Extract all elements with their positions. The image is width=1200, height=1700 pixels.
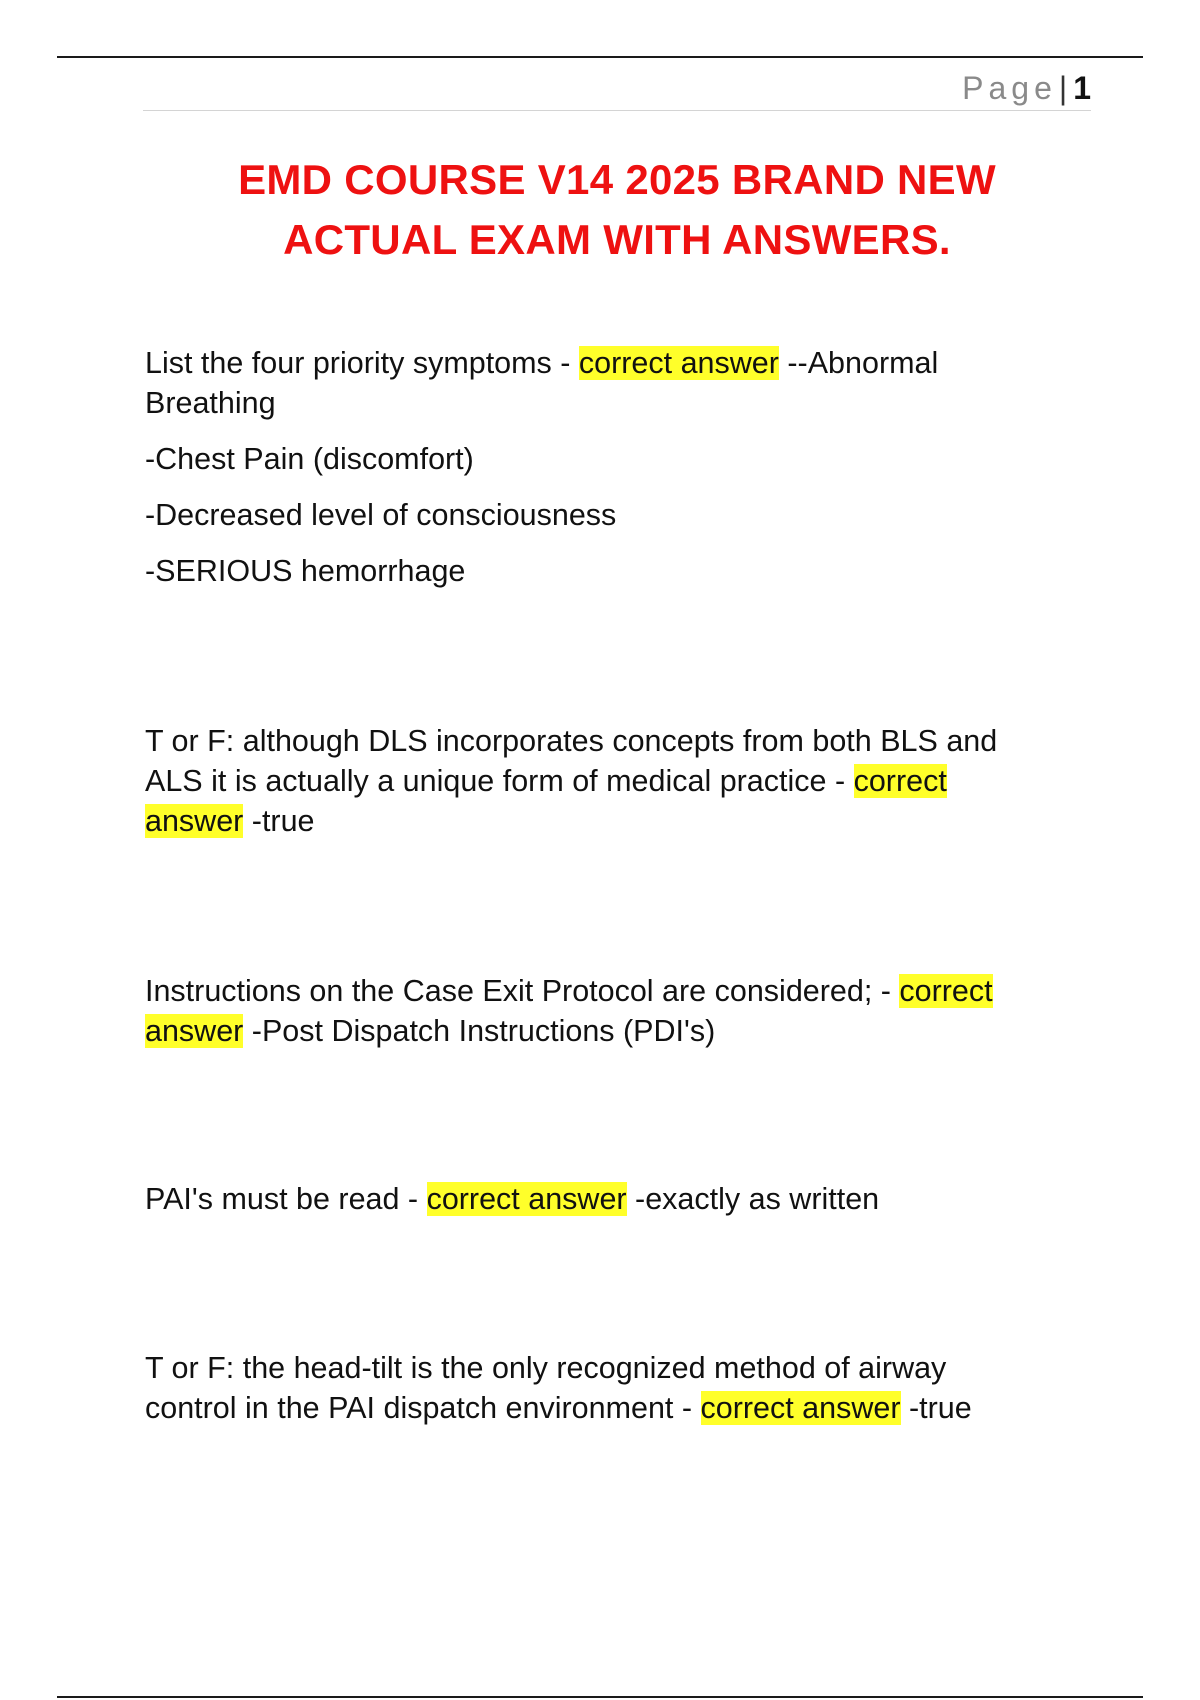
- answer-text: -exactly as written: [626, 1182, 880, 1216]
- question-text: T or F: although DLS incorporates concepts from both BLS and: [145, 724, 998, 758]
- qa-question: [145, 721, 1065, 841]
- answer-highlight: correct answer: [578, 346, 779, 380]
- qa-question: [145, 1348, 1065, 1428]
- document-title: [143, 150, 1091, 270]
- question-text: T or F: the head-tilt is the only recognized method of airway: [145, 1351, 947, 1385]
- page-number: 1: [1073, 70, 1091, 106]
- answer-highlight: correct answer: [426, 1182, 627, 1216]
- question-text: Instructions on the Case Exit Protocol are considered; -: [145, 974, 900, 1008]
- answer-list-item: -SERIOUS hemorrhage: [145, 554, 466, 588]
- qa-item-3: [145, 971, 1065, 1051]
- answer-highlight: correct answer: [700, 1391, 901, 1425]
- qa-item-1: [145, 343, 1065, 591]
- qa-question: [145, 343, 1065, 423]
- answer-list-item: -Decreased level of consciousness: [145, 498, 617, 532]
- top-rule: [57, 56, 1143, 58]
- answer-highlight: correct: [899, 974, 993, 1008]
- page-label: Page: [962, 70, 1057, 106]
- answer-text: -Post Dispatch Instructions (PDI's): [243, 1014, 716, 1048]
- question-text-continued: control in the PAI dispatch environment -: [145, 1391, 701, 1425]
- answer-text: --Abnormal: [778, 346, 939, 380]
- qa-question: [145, 1179, 1065, 1219]
- bottom-rule: [57, 1696, 1143, 1698]
- qa-item-5: [145, 1348, 1065, 1428]
- answer-text: -true: [243, 804, 315, 838]
- answer-list-item: -Chest Pain (discomfort): [145, 442, 474, 476]
- question-text: PAI's must be read -: [145, 1182, 427, 1216]
- qa-item-2: [145, 721, 1065, 841]
- question-text-continued: ALS it is actually a unique form of medical practice -: [145, 764, 854, 798]
- answer-text: -true: [900, 1391, 972, 1425]
- page-header: [143, 66, 1091, 111]
- answer-highlight-continued: answer: [145, 804, 244, 838]
- answer-highlight: correct: [853, 764, 947, 798]
- title-line-2: ACTUAL EXAM WITH ANSWERS.: [283, 216, 951, 263]
- answer-highlight-continued: answer: [145, 1014, 244, 1048]
- answer-text-continued: Breathing: [145, 386, 276, 420]
- qa-item-4: [145, 1179, 1065, 1219]
- title-line-1: EMD COURSE V14 2025 BRAND NEW: [238, 156, 996, 203]
- qa-question: [145, 971, 1065, 1051]
- question-text: List the four priority symptoms -: [145, 346, 579, 380]
- page-separator: |: [1058, 70, 1068, 106]
